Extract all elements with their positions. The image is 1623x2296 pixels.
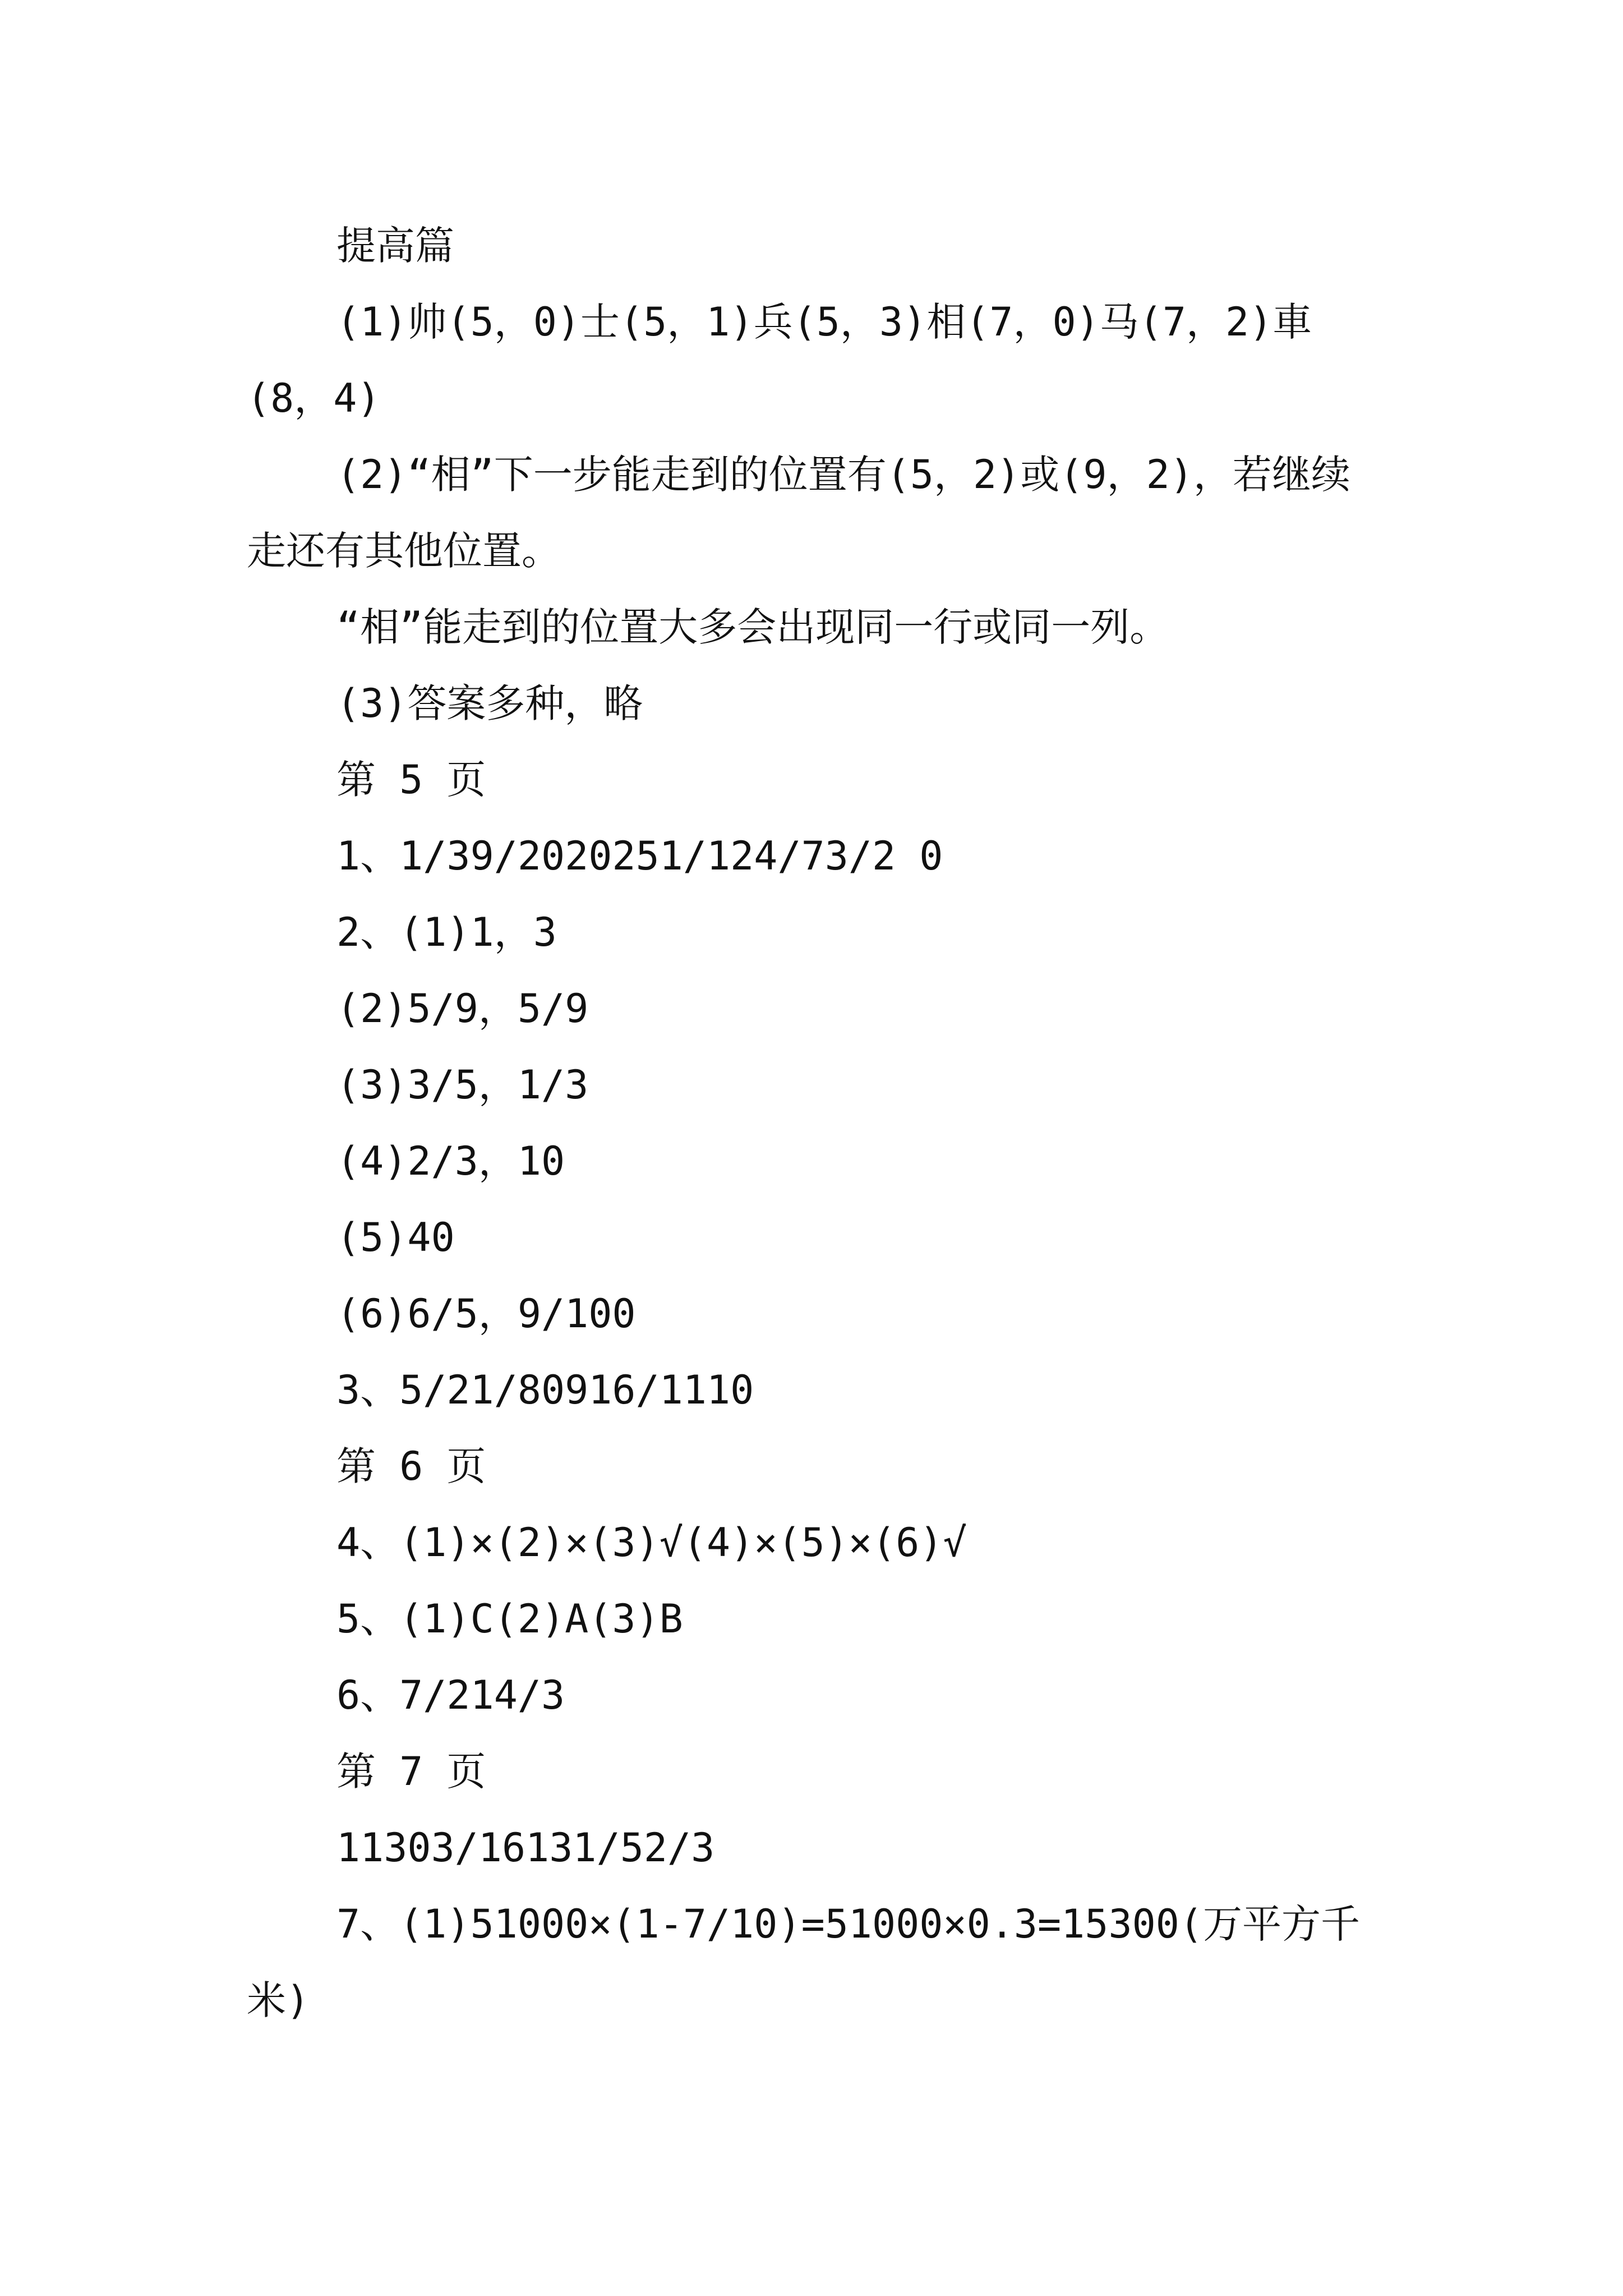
answer-line: 1、1/39/2020251/124/73/2 0 [336,833,943,879]
answer-line: (2)5/9，5/9 [336,986,589,1032]
answer-line: 3、5/21/80916/1110 [336,1367,754,1413]
answer-line: (5)40 [336,1214,455,1260]
answer-line: 6、7/214/3 [336,1672,565,1718]
answer-line: 11303/16131/52/3 [336,1825,715,1871]
answer-line: 4、(1)×(2)×(3)√(4)×(5)×(6)√ [336,1520,967,1566]
answer-line: (1)帅(5，0)士(5，1)兵(5，3)相(7，0)马(7，2)車(8，4) [247,299,1312,421]
answer-line: “相”能走到的位置大多会出现同一行或同一列。 [336,604,1169,650]
answer-line: (3)答案多种，略 [336,680,643,726]
answer-line: (6)6/5，9/100 [336,1291,636,1337]
document-body [247,208,1380,2039]
answer-line: 7、(1)51000×(1-7/10)=51000×0.3=15300(万平方千米) [247,1901,1361,2023]
answer-line: 2、(1)1，3 [336,909,557,955]
page-heading: 第 7 页 [336,1749,486,1795]
answer-line: (2)“相”下一步能走到的位置有(5，2)或(9，2)，若继续走还有其他位置。 [247,452,1350,574]
section-heading: 提高篇 [336,223,454,269]
page-heading: 第 5 页 [336,757,486,803]
answer-line: (4)2/3，10 [336,1138,565,1184]
page-heading: 第 6 页 [336,1443,486,1489]
answer-line: (3)3/5，1/3 [336,1062,589,1108]
answer-line: 5、(1)C(2)A(3)B [336,1596,683,1642]
